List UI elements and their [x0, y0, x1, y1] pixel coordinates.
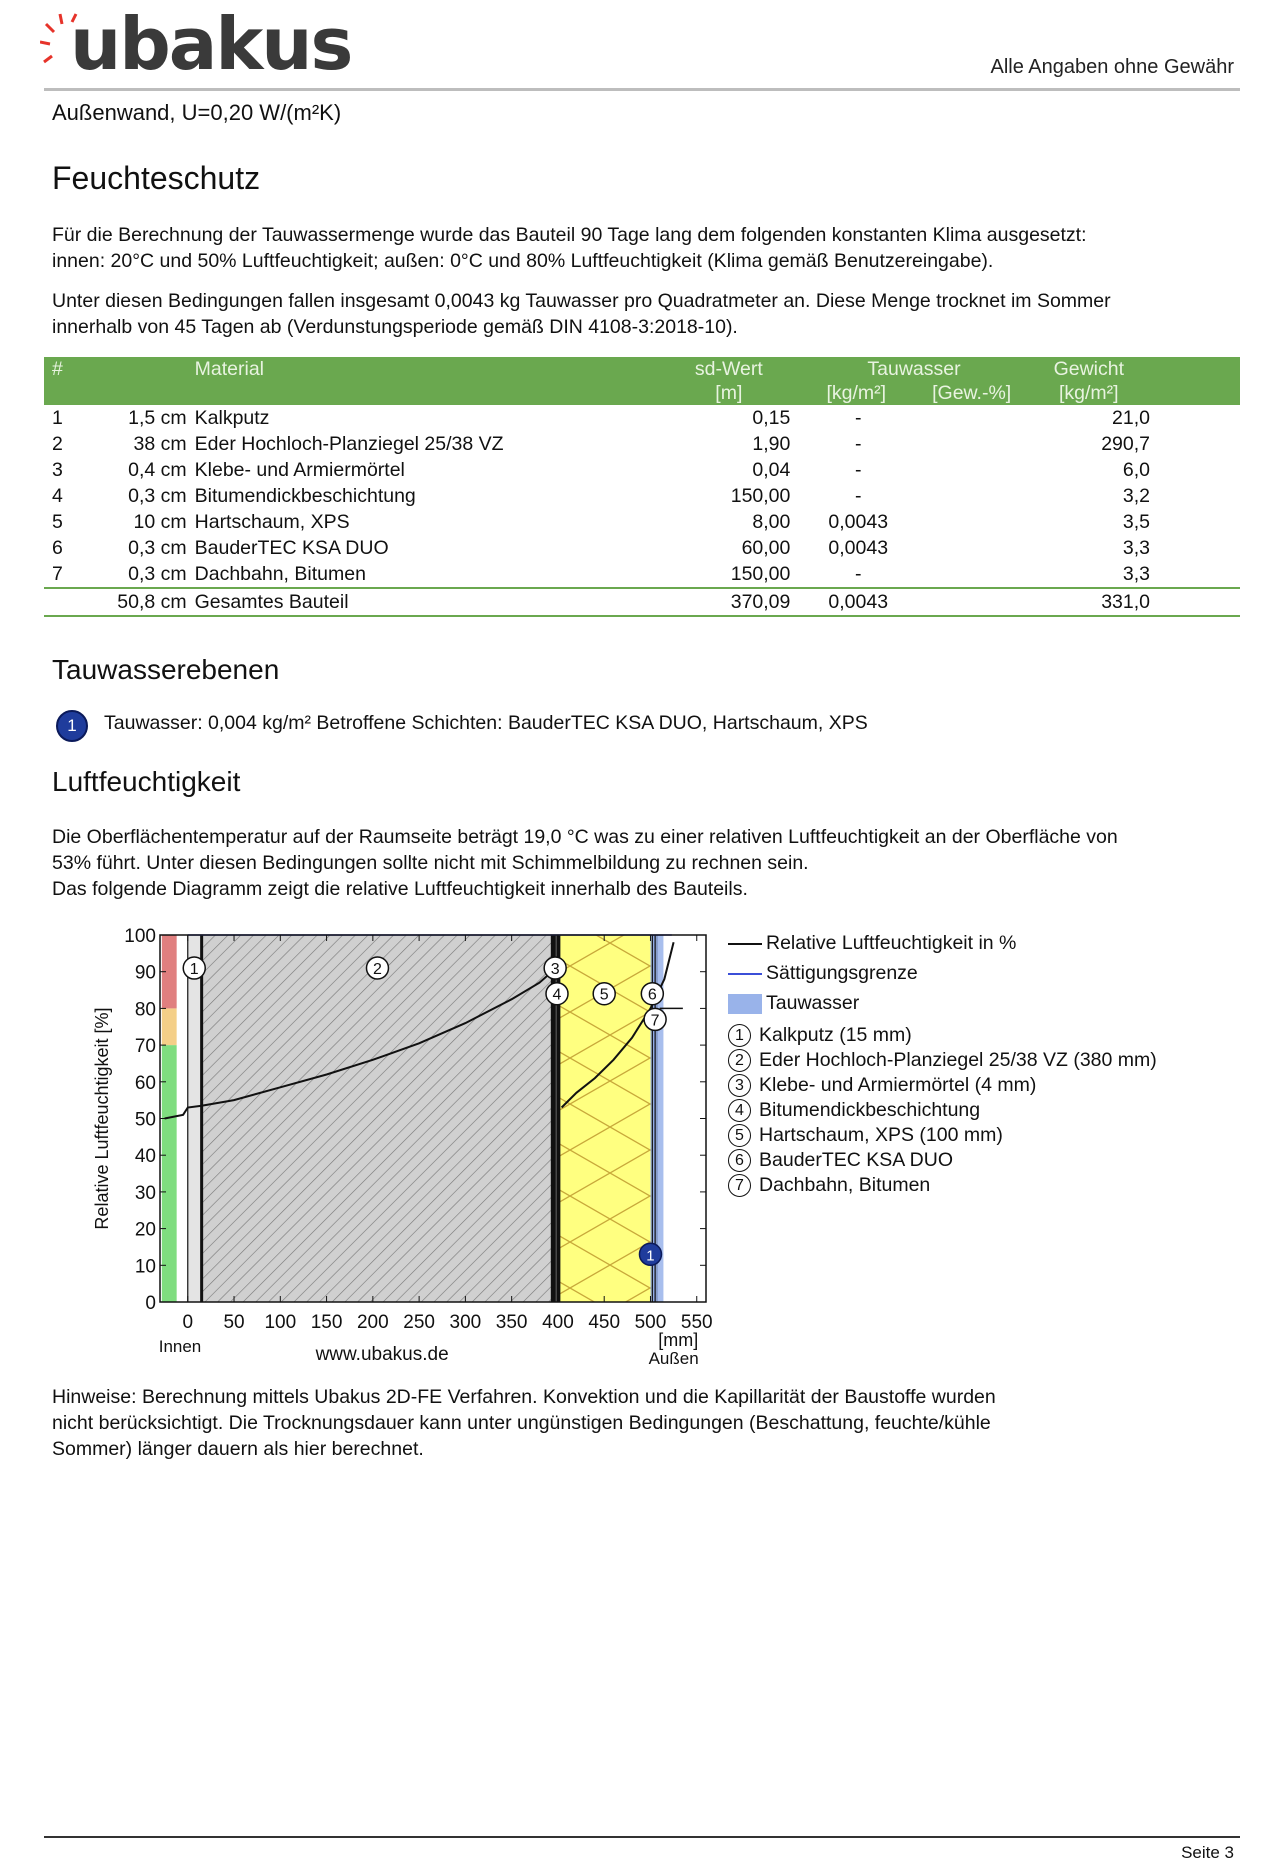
row-thickness: 10 cm: [133, 511, 187, 533]
comfort-band: [162, 1008, 177, 1045]
legend-tauwasser: [728, 992, 859, 1015]
y-tick-label: 50: [134, 1109, 156, 1131]
condensation-badge: 1: [56, 710, 88, 742]
row-tau-kg: -: [854, 563, 862, 585]
notes-line-2: nicht berücksichtigt. Die Trocknungsdauer kann unter ungünstigen Bedingungen (Beschattung, feuchte/kühle: [52, 1412, 991, 1434]
row-tau-gew: [916, 509, 1028, 535]
total-tau-gew: [916, 588, 1028, 616]
watermark: www.ubakus.de: [315, 1344, 449, 1365]
layer-legend-label: Klebe- und Armiermörtel (4 mm): [759, 1074, 1037, 1096]
header-gewicht-unit: [kg/m²]: [1059, 382, 1119, 404]
layer-legend-item: [728, 1024, 912, 1047]
table-row: [44, 431, 1240, 457]
humidity-line-1: Die Oberflächentemperatur auf der Raumseite beträgt 19,0 °C was zu einer relativen Luftfeuchtigkeit an der Oberfläche von: [52, 826, 1118, 848]
layer-number-icon: 1: [728, 1024, 751, 1047]
header-material: Material: [194, 358, 264, 380]
humidity-paragraph: [52, 824, 1232, 902]
y-tick-label: 20: [134, 1219, 156, 1241]
row-sd: 150,00: [730, 485, 791, 507]
climate-paragraph: [52, 222, 1232, 274]
logo-wordmark: ubakus: [70, 2, 352, 86]
row-tau-kg: -: [854, 433, 862, 455]
y-tick-label: 10: [134, 1256, 156, 1278]
row-material: Hartschaum, XPS: [194, 511, 350, 533]
row-tau-gew: [916, 483, 1028, 509]
inside-label: Innen: [158, 1337, 202, 1356]
layer-number-icon: 5: [728, 1124, 751, 1147]
legend-humidity-label: Relative Luftfeuchtigkeit in %: [766, 932, 1017, 954]
row-num: 2: [52, 433, 63, 455]
layer-legend-item: [728, 1099, 980, 1122]
row-sd: 1,90: [752, 433, 791, 455]
condensation-summary: Tauwasser: 0,004 kg/m² Betroffene Schichten: BauderTEC KSA DUO, Hartschaum, XPS: [104, 712, 868, 734]
x-tick-label: 200: [356, 1312, 389, 1333]
layer-number-icon: 6: [728, 1149, 751, 1172]
header-sd: [667, 357, 800, 405]
layer-number-icon: 4: [728, 1099, 751, 1122]
total-thickness: 50,8 cm: [107, 588, 194, 616]
x-tick-label: 350: [495, 1312, 528, 1333]
row-material: Eder Hochloch-Planziegel 25/38 VZ: [194, 433, 504, 455]
row-sd: 8,00: [752, 511, 791, 533]
row-tau-kg: 0,0043: [828, 537, 889, 559]
layer-band: [202, 935, 554, 1302]
y-tick-label: 90: [134, 962, 156, 984]
layer-number-icon: 7: [728, 1174, 751, 1197]
x-tick-label: 100: [264, 1312, 297, 1333]
row-thickness: 0,3 cm: [128, 485, 187, 507]
row-material: Dachbahn, Bitumen: [194, 563, 366, 585]
header-sd-unit: [m]: [715, 382, 743, 404]
row-tau-gew: [916, 431, 1028, 457]
layer-legend-label: Bitumendickbeschichtung: [759, 1099, 981, 1121]
condensation-line-2: innerhalb von 45 Tagen ab (Verdunstungsperiode gemäß DIN 4108-3:2018-10).: [52, 316, 738, 338]
row-thickness: 1,5 cm: [128, 407, 187, 429]
legend-humidity: [728, 932, 1016, 955]
y-tick-label: 40: [134, 1146, 156, 1168]
table-header: [44, 357, 1240, 405]
x-tick-label: 50: [223, 1312, 245, 1333]
layer-number-icon: 3: [728, 1074, 751, 1097]
x-tick-label: 300: [449, 1312, 482, 1333]
y-tick-label: 0: [145, 1293, 156, 1314]
row-material: Klebe- und Armiermörtel: [194, 459, 405, 481]
component-title: Außenwand, U=0,20 W/(m²K): [52, 100, 342, 125]
layer-marker-label: 3: [550, 961, 560, 979]
row-weight: 6,0: [1122, 459, 1150, 481]
x-tick-label: 500: [634, 1312, 667, 1333]
x-tick-label: 550: [680, 1312, 713, 1333]
row-thickness: 0,3 cm: [128, 537, 187, 559]
x-tick-label: 150: [310, 1312, 343, 1333]
row-num: 4: [52, 485, 63, 507]
total-material: Gesamtes Bauteil: [195, 588, 668, 616]
x-tick-label: 450: [588, 1312, 621, 1333]
layer-marker-label: 1: [189, 961, 199, 979]
row-num: 6: [52, 537, 63, 559]
y-tick-label: 30: [134, 1182, 156, 1204]
row-num: 1: [52, 407, 63, 429]
header-sd-label: sd-Wert: [694, 358, 763, 380]
table-row: [44, 535, 1240, 561]
section-title-feuchteschutz: Feuchteschutz: [52, 160, 261, 196]
row-sd: 60,00: [741, 537, 791, 559]
header-tauwasser-label: Tauwasser: [867, 358, 961, 380]
humidity-line-2: 53% führt. Unter diesen Bedingungen sollte nicht mit Schimmelbildung zu rechnen sein.: [52, 852, 809, 874]
y-axis-label: Relative Luftfeuchtigkeit [%]: [92, 1007, 112, 1230]
page-number: Seite 3: [1181, 1843, 1234, 1862]
row-material: Bitumendickbeschichtung: [194, 485, 416, 507]
layer-band: [188, 935, 202, 1302]
layer-marker-label: 5: [599, 986, 609, 1004]
row-tau-kg: 0,0043: [828, 511, 889, 533]
row-weight: 21,0: [1112, 407, 1150, 429]
table-row: [44, 405, 1240, 431]
row-tau-kg: -: [854, 407, 862, 429]
layer-marker-label: 6: [647, 986, 657, 1004]
row-tau-kg: -: [854, 459, 862, 481]
comfort-band: [162, 1045, 177, 1302]
x-axis-unit: [mm]: [658, 1330, 699, 1350]
table-row-total: [44, 588, 1240, 616]
row-weight: 3,5: [1122, 511, 1150, 533]
header-gewicht-label: Gewicht: [1053, 358, 1125, 380]
row-weight: 3,3: [1122, 537, 1150, 559]
humidity-chart: [90, 920, 730, 1370]
layer-legend-item: [728, 1124, 1003, 1147]
condensation-marker-label: 1: [646, 1247, 655, 1265]
layer-legend-item: [728, 1074, 1036, 1097]
row-num: 3: [52, 459, 63, 481]
total-tau-kg: 0,0043: [800, 588, 916, 616]
header-divider: [44, 88, 1240, 91]
legend-tauwasser-swatch: [728, 994, 762, 1014]
header-tauwasser: [800, 357, 1027, 405]
layer-legend-item: [728, 1149, 953, 1172]
table-row: [44, 509, 1240, 535]
row-tau-kg: -: [854, 485, 862, 507]
legend-tauwasser-label: Tauwasser: [766, 992, 860, 1014]
row-thickness: 0,4 cm: [128, 459, 187, 481]
layer-marker-label: 4: [552, 986, 562, 1004]
header-gewicht: [1028, 357, 1240, 405]
row-material: Kalkputz: [194, 407, 270, 429]
row-num: 5: [52, 511, 63, 533]
legend-saturation: [728, 962, 918, 985]
layer-legend-label: Dachbahn, Bitumen: [759, 1174, 931, 1196]
row-sd: 150,00: [730, 563, 791, 585]
row-thickness: 0,3 cm: [128, 563, 187, 585]
notes-line-1: Hinweise: Berechnung mittels Ubakus 2D-FE Verfahren. Konvektion und die Kapillarität der Baustoffe wurden: [52, 1386, 996, 1408]
ubakus-logo: [40, 2, 352, 86]
legend-humidity-swatch: [728, 943, 762, 945]
climate-line-2: innen: 20°C und 50% Luftfeuchtigkeit; außen: 0°C und 80% Luftfeuchtigkeit (Klima gemäß Benutzereingabe).: [52, 250, 994, 272]
total-sd: 370,09: [667, 588, 800, 616]
outside-label: Außen: [648, 1349, 699, 1368]
row-weight: 3,2: [1122, 485, 1150, 507]
header-thickness: [107, 357, 194, 405]
section-title-luftfeuchtigkeit: Luftfeuchtigkeit: [52, 766, 241, 797]
legend-saturation-swatch: [728, 973, 762, 975]
layer-marker-label: 7: [650, 1012, 660, 1030]
row-weight: 290,7: [1101, 433, 1150, 455]
x-tick-label: 400: [542, 1312, 574, 1333]
row-num: 7: [52, 563, 63, 585]
disclaimer: Alle Angaben ohne Gewähr: [990, 56, 1234, 78]
header-num: #: [52, 358, 63, 380]
layer-number-icon: 2: [728, 1049, 751, 1072]
table-row: [44, 457, 1240, 483]
table-total: [44, 588, 1240, 616]
y-tick-label: 100: [124, 926, 156, 947]
x-tick-label: 0: [182, 1312, 194, 1333]
condensation-line-1: Unter diesen Bedingungen fallen insgesamt 0,0043 kg Tauwasser pro Quadratmeter an. Diese Menge trocknet im Sommer: [52, 290, 1111, 312]
layer-legend-label: Eder Hochloch-Planziegel 25/38 VZ (380 mm): [759, 1049, 1157, 1071]
x-tick-label: 250: [403, 1312, 435, 1333]
y-tick-label: 70: [134, 1036, 156, 1058]
row-tau-gew: [916, 405, 1028, 431]
layer-legend-label: Kalkputz (15 mm): [759, 1024, 912, 1046]
humidity-line-3: Das folgende Diagramm zeigt die relative Luftfeuchtigkeit innerhalb des Bauteils.: [52, 878, 748, 900]
total-weight: 331,0: [1028, 588, 1240, 616]
legend-saturation-label: Sättigungsgrenze: [766, 962, 918, 984]
section-title-tauwasserebenen: Tauwasserebenen: [52, 654, 280, 685]
condensation-paragraph: [52, 288, 1232, 340]
row-sd: 0,04: [752, 459, 791, 481]
total-num: [44, 588, 107, 616]
layer-legend-item: [728, 1174, 930, 1197]
row-weight: 3,3: [1122, 563, 1150, 585]
row-tau-gew: [916, 457, 1028, 483]
y-tick-label: 80: [134, 999, 156, 1021]
layer-legend-label: BauderTEC KSA DUO: [759, 1149, 953, 1171]
material-table: [44, 357, 1240, 617]
layer-marker-label: 2: [373, 961, 382, 979]
table-row: [44, 561, 1240, 588]
row-thickness: 38 cm: [133, 433, 187, 455]
y-tick-label: 60: [134, 1072, 156, 1094]
header-tau-kg: [kg/m²]: [826, 382, 887, 404]
header-tau-gew: [Gew.-%]: [932, 382, 1012, 404]
footer-divider: [44, 1836, 1240, 1838]
row-material: BauderTEC KSA DUO: [194, 537, 389, 559]
table-row: [44, 483, 1240, 509]
notes-line-3: Sommer) länger dauern als hier berechnet.: [52, 1438, 424, 1460]
layer-legend-item: [728, 1049, 1157, 1072]
climate-line-1: Für die Berechnung der Tauwassermenge wurde das Bauteil 90 Tage lang dem folgenden konstanten Klima ausgesetzt:: [52, 224, 1087, 246]
layer-legend-label: Hartschaum, XPS (100 mm): [759, 1124, 1003, 1146]
table-body: [44, 405, 1240, 588]
notes-paragraph: [52, 1384, 1232, 1462]
row-tau-gew: [916, 561, 1028, 588]
row-tau-gew: [916, 535, 1028, 561]
row-sd: 0,15: [752, 407, 791, 429]
